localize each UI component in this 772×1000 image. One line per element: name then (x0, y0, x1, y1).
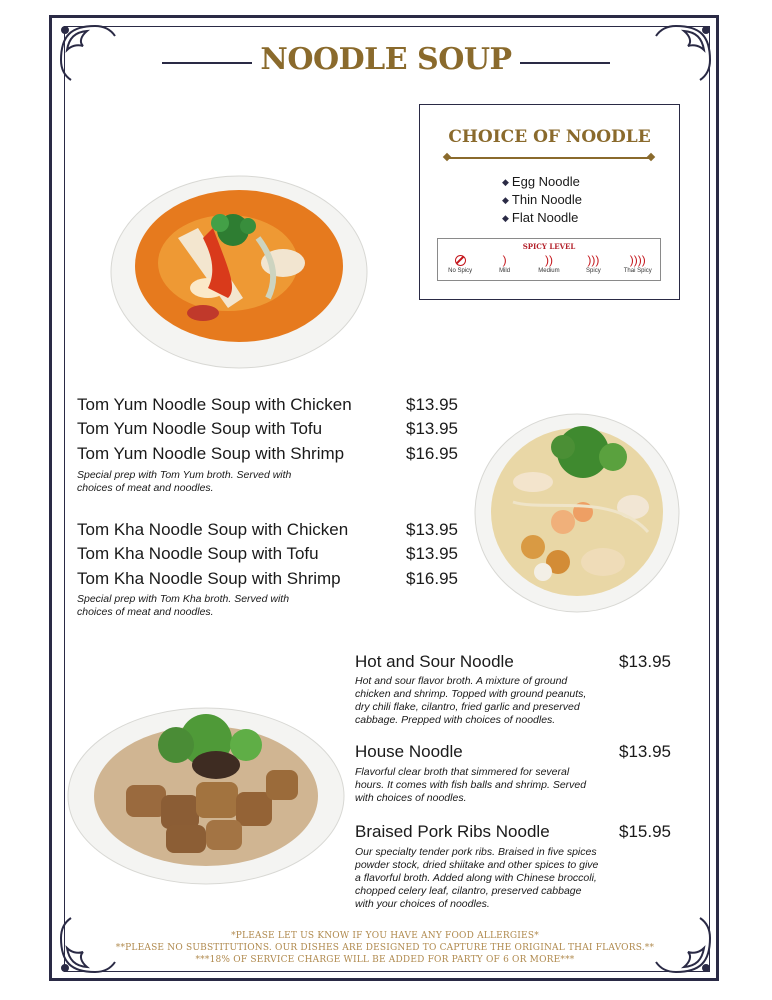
menu-item-description: Hot and sour flavor broth. A mixture of ground chicken and shrimp. Topped with ground peanuts, dry chili flake, cilantro, fried garlic and preserved cabbage. Prepped with choices of noodles. (355, 675, 587, 726)
no-spicy-icon (439, 252, 481, 268)
list-item: ◆ Egg Noodle (502, 174, 580, 189)
spicy-level-title: SPICY LEVEL (522, 242, 576, 251)
list-item: ◆ Flat Noodle (502, 210, 579, 225)
spicy-level-item (439, 252, 481, 274)
diamond-bullet-icon: ◆ (502, 213, 509, 223)
chili-pepper-icon: ))) (587, 253, 600, 267)
tom-yum-bowl-image (108, 168, 370, 370)
list-item: ◆ Thin Noodle (502, 192, 583, 207)
corner-ornament-icon (646, 20, 716, 90)
menu-item-price: $13.95 (406, 520, 458, 539)
spicy-level-item (484, 252, 526, 274)
menu-item-name: Tom Kha Noodle Soup with Chicken (77, 520, 349, 539)
menu-item-name: Hot and Sour Noodle (355, 652, 514, 671)
noodle-choice-box (419, 104, 680, 300)
service-charge-note: ***18% OF SERVICE CHARGE WILL BE ADDED FOR PARTY OF 6 OR MORE*** (195, 955, 575, 965)
spicy-level-legend (437, 238, 661, 281)
menu-item-price: $13.95 (406, 419, 458, 438)
menu-item-description: Flavorful clear broth that simmered for several hours. It comes with fish balls and shrimp. Served with choices of noodles. (355, 766, 587, 804)
spicy-level-label: No Spicy (448, 268, 473, 274)
allergy-note: *PLEASE LET US KNOW IF YOU HAVE ANY FOOD ALLERGIES* (231, 931, 539, 941)
page-header (160, 40, 612, 84)
spicy-level-label: Thai Spicy (623, 268, 652, 274)
page-title: NOODLE SOUP (260, 42, 512, 77)
menu-item-name: Braised Pork Ribs Noodle (355, 822, 550, 841)
menu-item-price: $13.95 (406, 544, 458, 563)
spicy-level-item (572, 252, 614, 274)
menu-item-name: Tom Yum Noodle Soup with Tofu (77, 419, 323, 438)
substitution-note: **PLEASE NO SUBSTITUTIONS. OUR DISHES ARE DESIGNED TO CAPTURE THE ORIGINAL THAI FLAVORS.** (115, 943, 655, 953)
menu-item-name: Tom Yum Noodle Soup with Shrimp (77, 444, 345, 463)
pork-ribs-bowl-image (66, 700, 346, 886)
noodle-choice-divider (447, 157, 651, 159)
corner-ornament-icon (55, 20, 125, 90)
menu-item-price: $16.95 (406, 569, 458, 588)
menu-item-price: $13.95 (406, 395, 458, 414)
menu-item-name: Tom Kha Noodle Soup with Tofu (77, 544, 319, 563)
spicy-level-item (617, 252, 659, 274)
menu-item-price: $15.95 (619, 822, 671, 841)
menu-item-name: House Noodle (355, 742, 463, 761)
noodle-choice-list (502, 173, 582, 227)
menu-item-name: Tom Kha Noodle Soup with Shrimp (77, 569, 341, 588)
noodle-choice-title: CHOICE OF NOODLE (448, 127, 651, 147)
menu-item-name: Tom Yum Noodle Soup with Chicken (77, 395, 352, 414)
menu-item-description: Special prep with Tom Kha broth. Served with choices of meat and noodles. (77, 593, 290, 618)
spicy-level-item (528, 252, 570, 274)
title-divider-right (520, 62, 610, 64)
menu-item-description: Our specialty tender pork ribs. Braised in five spices powder stock, dried shiitake and other spices to give a flavorful broth. Added along with Chinese broccoli, chopped celery leaf, cilantro, preserved cabbage with your choices of noodles. (355, 846, 599, 910)
chili-pepper-icon: )) (544, 253, 553, 267)
menu-item-price: $13.95 (619, 652, 671, 671)
menu-item-description: Special prep with Tom Yum broth. Served with choices of meat and noodles. (77, 469, 292, 494)
spicy-level-label: Medium (538, 268, 560, 274)
no-spicy-icon (455, 255, 466, 266)
tom-kha-bowl-image (473, 412, 681, 614)
spicy-level-label: Mild (499, 268, 511, 274)
diamond-bullet-icon: ◆ (502, 177, 509, 187)
chili-pepper-icon: ) (502, 253, 507, 267)
spicy-level-label: Spicy (586, 268, 601, 274)
menu-item-price: $13.95 (619, 742, 671, 761)
diamond-bullet-icon: ◆ (502, 195, 509, 205)
spicy-level-row (438, 252, 660, 274)
menu-item-price: $16.95 (406, 444, 458, 463)
chili-pepper-icon: )))) (629, 253, 646, 267)
